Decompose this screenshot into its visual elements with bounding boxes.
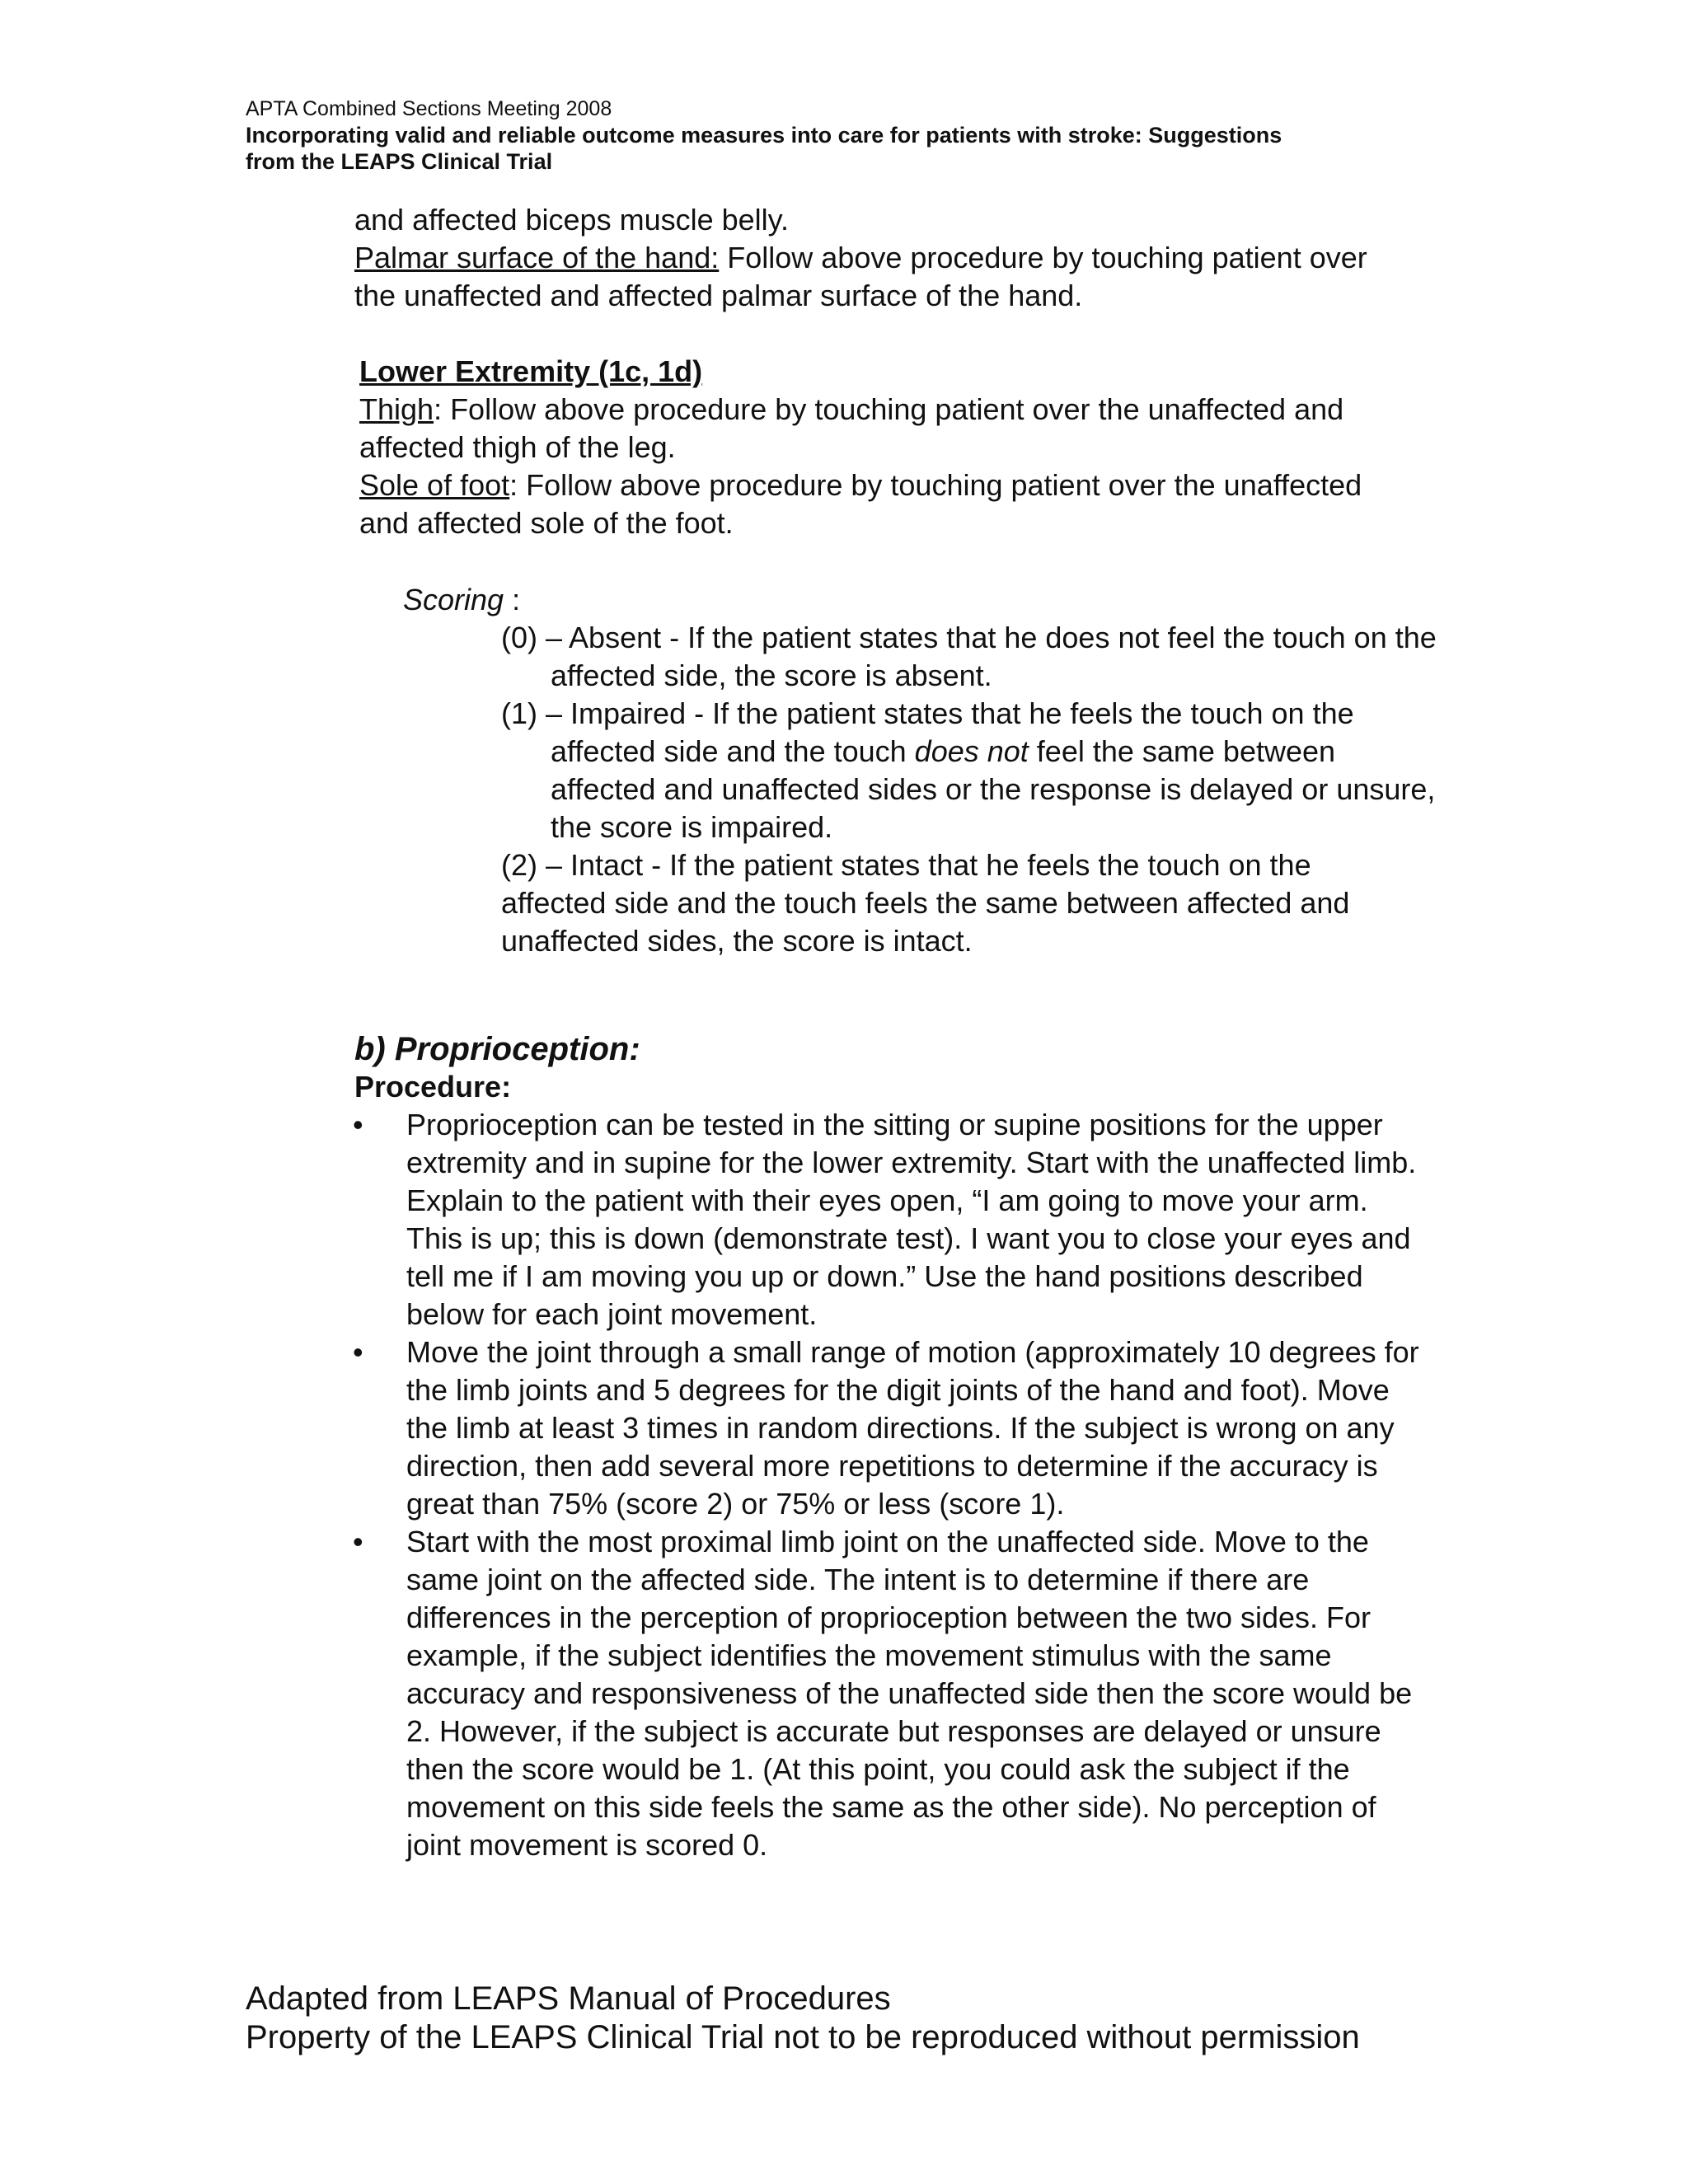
scoring-colon: : [504, 583, 521, 616]
bullet-text: Proprioception can be tested in the sitting or supine positions for the upper extremity and in supine for the lower extremity. Start with the unaffected limb. Explain to the patient with their eyes open, “I am going to move your arm. This is up; this is down (demonstrate test). I want you to close your eyes and tell me if I am moving you up or down.” Use the hand positions described below for each joint movement. [406, 1108, 1417, 1331]
bullet-text: Move the joint through a small range of motion (approximately 10 degrees for the limb joints and 5 degrees for the digit joints of the hand and foot). Move the limb at least 3 times in random directions. If the subject is wrong on any direction, then add several more repetitions to determine if the accuracy is great than 75% (score 2) or 75% or less (score 1). [406, 1335, 1419, 1521]
sole-label: Sole of foot [359, 468, 510, 502]
thigh-label: Thigh [359, 392, 434, 426]
continuation-text: and affected biceps muscle belly. [354, 203, 789, 237]
palmar-paragraph [354, 239, 1451, 277]
header-title-line1: Incorporating valid and reliable outcome measures into care for patients with stroke: Suggestions [246, 123, 1282, 148]
sole-paragraph [359, 466, 1456, 504]
procedure-bullet-item [353, 1333, 1424, 1523]
score-2-line3: unaffected sides, the score is intact. [501, 924, 973, 958]
procedure-bullet-item [353, 1106, 1424, 1333]
procedure-label: Procedure: [354, 1070, 512, 1104]
thigh-paragraph [359, 391, 1456, 429]
scoring-label-row [403, 581, 733, 619]
palmar-label: Palmar surface of the hand: [354, 241, 720, 274]
score-1-item [501, 695, 1441, 846]
proprioception-heading: b) Proprioception: [354, 1031, 640, 1067]
sole-text: : Follow above procedure by touching patient over the unaffected [509, 468, 1362, 502]
scoring-list [501, 619, 1441, 960]
procedure-bullet-item [353, 1523, 1424, 1864]
palmar-text-line2: the unaffected and affected palmar surface of the hand. [354, 279, 1083, 312]
footer-line2: Property of the LEAPS Clinical Trial not to be reproduced without permission [246, 2019, 1360, 2055]
sole-text-line2: and affected sole of the foot. [359, 506, 734, 540]
thigh-text-line2: affected thigh of the leg. [359, 430, 676, 464]
footer-line1: Adapted from LEAPS Manual of Procedures [246, 1980, 891, 2017]
bullet-text: Start with the most proximal limb joint on the unaffected side. Move to the same joint on the affected side. The intent is to determine if there are differences in the perception of proprioception between the two sides. For example, if the subject identifies the movement stimulus with the same accuracy and responsiveness of the unaffected side then the score would be 2. However, if the subject is accurate but responses are delayed or unsure then the score would be 1. (At this point, you could ask the subject if the movement on this side feels the same as the other side). No perception of joint movement is scored 0. [406, 1525, 1413, 1862]
lower-extremity-section [359, 353, 1456, 542]
procedure-bullet-list [353, 1106, 1424, 1864]
scoring-label: Scoring [403, 583, 504, 616]
upper-extremity-continuation [354, 201, 1451, 315]
score-2-line2: affected side and the touch feels the same between affected and [501, 886, 1350, 920]
score-1-text-pre: (1) – Impaired - If the patient states that he feels the touch on the affected side and the touch [501, 696, 1354, 768]
score-1-emphasis: does not [914, 734, 1029, 768]
lower-extremity-heading: Lower Extremity (1c, 1d) [359, 354, 703, 388]
bullet-marker: • [353, 1335, 363, 1369]
score-2-line1: (2) – Intact - If the patient states that he feels the touch on the [501, 848, 1311, 882]
page-header [246, 96, 1449, 175]
bullet-marker: • [353, 1108, 363, 1141]
palmar-text: Follow above procedure by touching patient over [719, 241, 1367, 274]
bullet-marker: • [353, 1525, 363, 1558]
page-footer [246, 1980, 1360, 2057]
thigh-text: : Follow above procedure by touching patient over the unaffected and [434, 392, 1344, 426]
score-0-item: (0) – Absent - If the patient states that he does not feel the touch on the affected side, the score is absent. [501, 621, 1437, 692]
header-title-line2: from the LEAPS Clinical Trial [246, 149, 553, 174]
score-1-text-post: feel the same between affected and unaffected sides or the response is delayed or unsure, the score is impaired. [551, 734, 1436, 844]
header-meeting: APTA Combined Sections Meeting 2008 [246, 97, 612, 120]
proprioception-heading-block [354, 1030, 1451, 1106]
